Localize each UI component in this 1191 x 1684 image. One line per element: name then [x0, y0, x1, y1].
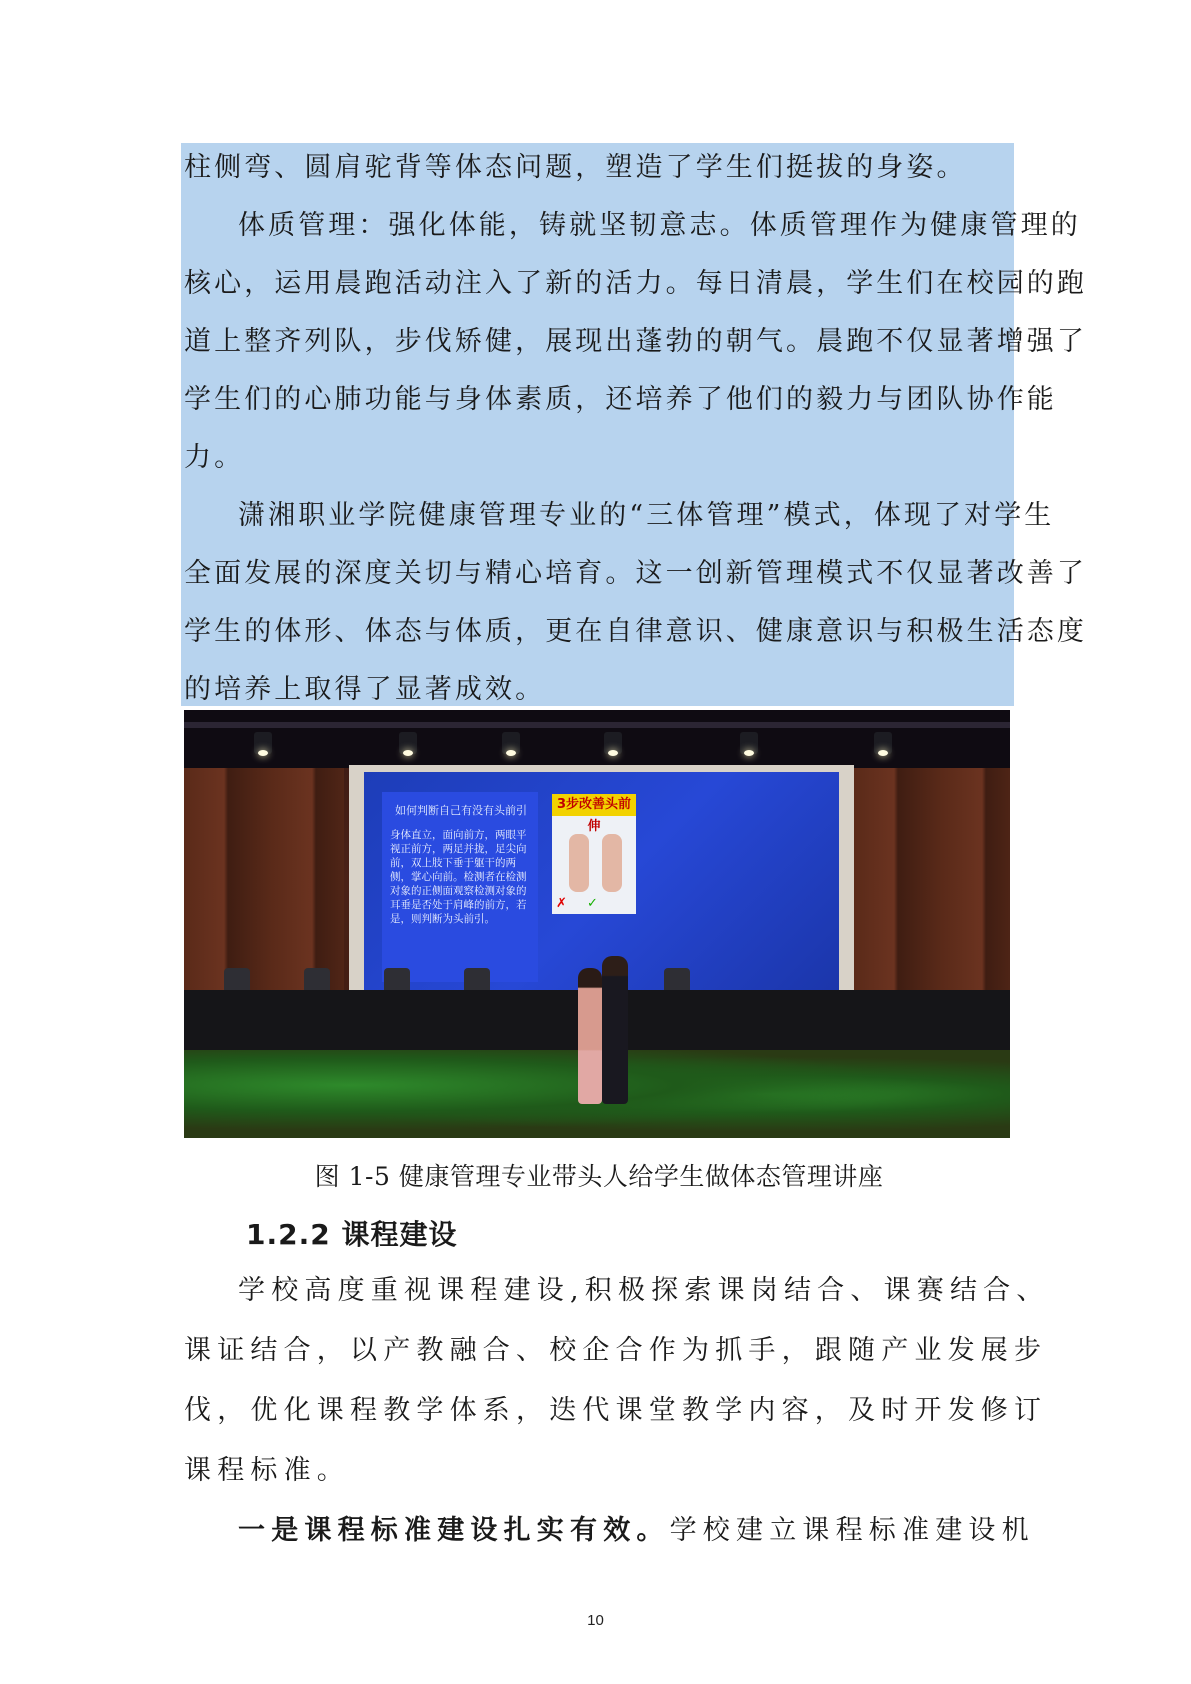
bold-lead: 一是课程标准建设扎实有效。	[238, 1515, 670, 1546]
stage-lamp-icon	[399, 732, 417, 754]
lighting-truss	[184, 722, 1010, 728]
wrong-mark-icon: ✗	[556, 896, 567, 911]
paragraph-line: 柱侧弯、圆肩驼背等体态问题，塑造了学生们挺拔的身姿。	[184, 152, 967, 183]
paragraph-line: 道上整齐列队，步伐矫健，展现出蓬勃的朝气。晨跑不仅显著增强了	[184, 326, 1087, 357]
paragraph-line: 全面发展的深度关切与精心培育。这一创新管理模式不仅显著改善了	[184, 558, 1087, 589]
line-rest: 学校建立课程标准建设机	[669, 1515, 1035, 1546]
paragraph-line: 的培养上取得了显著成效。	[184, 674, 546, 705]
paragraph-line: 课证结合，以产教融合、校企合作为抓手，跟随产业发展步	[184, 1335, 1048, 1366]
paragraph-line: 课程标准。	[184, 1455, 350, 1486]
paragraph-line: 学生们的心肺功能与身体素质，还培养了他们的毅力与团队协作能	[184, 384, 1057, 415]
student-figure	[578, 968, 602, 1104]
lecture-photo	[184, 710, 1010, 1138]
posture-figure-right	[602, 834, 622, 892]
paragraph-line: 学生的体形、体态与体质，更在自律意识、健康意识与积极生活态度	[184, 616, 1087, 647]
slide-title: 如何判断自己有没有头前引	[395, 804, 527, 817]
stage-lamp-icon	[740, 732, 758, 754]
posture-figure-wrong	[569, 834, 589, 892]
paragraph-line: 体质管理：强化体能，铸就坚韧意志。体质管理作为健康管理的	[238, 210, 1081, 241]
section-heading: 1.2.2 课程建设	[246, 1218, 458, 1251]
paragraph-line: 潇湘职业学院健康管理专业的“三体管理”模式，体现了对学生	[238, 500, 1055, 531]
paragraph-line: 力。	[184, 442, 245, 473]
paragraph-line	[184, 1502, 1035, 1560]
check-mark-icon: ✓	[587, 896, 598, 911]
stage-lamp-icon	[502, 732, 520, 754]
figure-caption: 图 1-5 健康管理专业带头人给学生做体态管理讲座	[314, 1162, 884, 1191]
paragraph-line: 学校高度重视课程建设,积极探索课岗结合、课赛结合、	[238, 1275, 1050, 1306]
teacher-figure	[602, 956, 628, 1104]
slide-banner: 3步改善头前伸	[552, 794, 636, 816]
paragraph-line: 核心，运用晨跑活动注入了新的活力。每日清晨，学生们在校园的跑	[184, 268, 1087, 299]
stage-lamp-icon	[874, 732, 892, 754]
page-number: 10	[587, 1612, 604, 1629]
stage-lamp-icon	[604, 732, 622, 754]
slide-body: 身体直立，面向前方，两眼平视正前方，两足并拢，足尖向前，双上肢下垂于躯干的两侧，掌心向前。检测者在检测对象的正侧面观察检测对象的耳垂是否处于肩峰的前方，若是，则判断为头前引。	[390, 829, 527, 925]
stage-lamp-icon	[254, 732, 272, 754]
paragraph-line: 伐，优化课程教学体系，迭代课堂教学内容，及时开发修订	[184, 1395, 1048, 1426]
